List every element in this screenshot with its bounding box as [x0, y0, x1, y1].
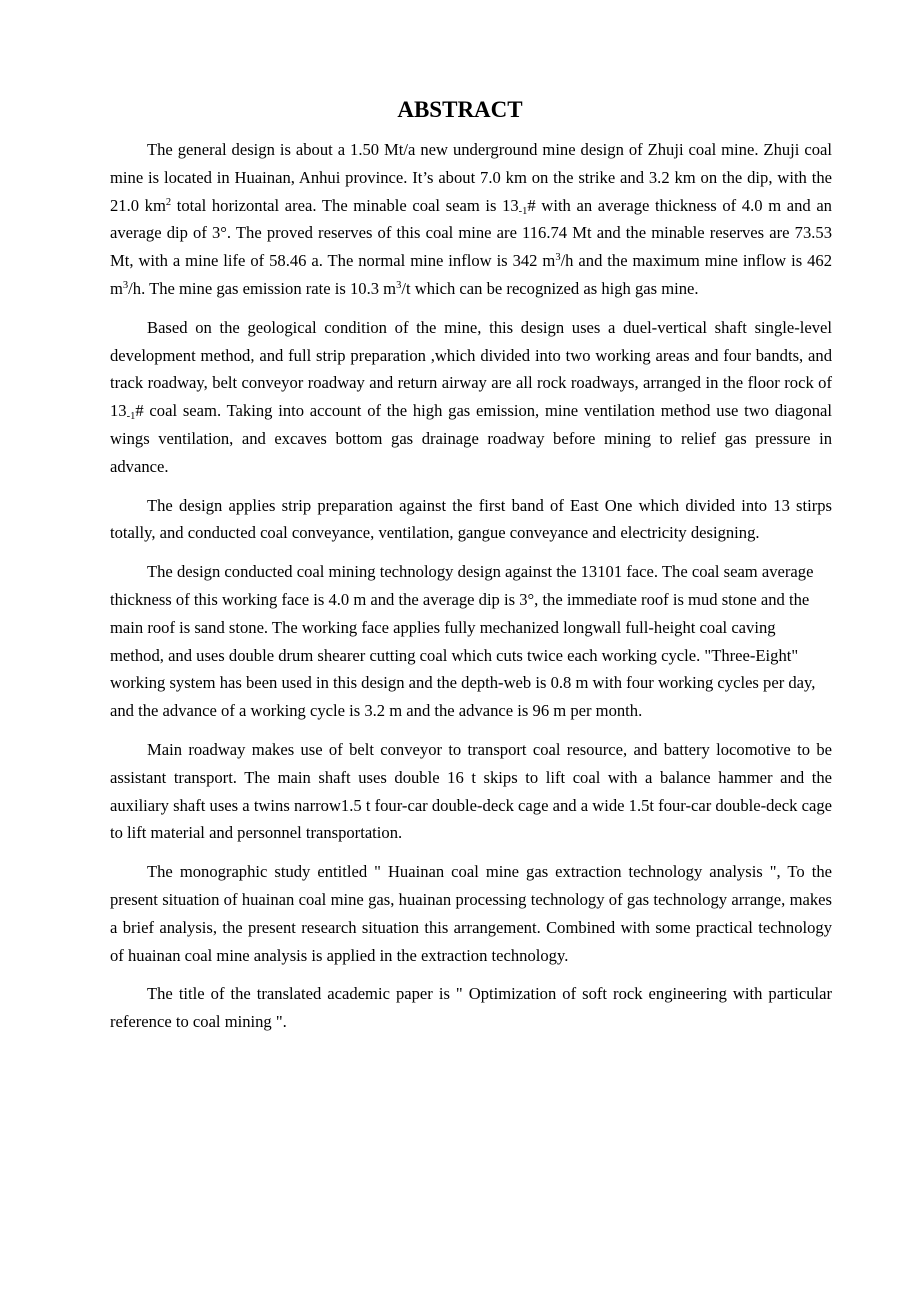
subscript: -1 [518, 205, 528, 217]
text-run: Based on the geological condition of the mine, this design uses a duel-vertical shaft single-level development method, and full strip preparation ,which divided into two working areas and four bandts, and track roadway, belt conveyor roadway and return airway are all rock roadways, arranged in the floor rock of 13 [110, 317, 832, 421]
text-run: /h. The mine gas emission rate is 10.3 m [128, 278, 397, 298]
text-run: # coal seam. Taking into account of the high gas emission, mine ventilation method use two diagonal wings ventilation, and excaves bottom gas drainage roadway before mining to relief gas pressure in advance. [110, 401, 832, 476]
superscript: 3 [555, 252, 561, 264]
text-run: /t which can be recognized as high gas mine. [401, 278, 699, 298]
text-run: /h and the maximum mine inflow is 462 m [110, 251, 832, 298]
paragraph-4: The design conducted coal mining technology design against the 13101 face. The coal seam average thickness of this working face is 4.0 m and the average dip is 3°, the immediate roof is mud stone and the main roof is sand stone. The working face applies fully mechanized longwall full-height coal caving method, and uses double drum shearer cutting coal which cuts twice each working cycle. "Three-Eight" working system has been used in this design and the depth-web is 0.8 m with four working cycles per day, and the advance of a working cycle is 3.2 m and the advance is 96 m per month. [110, 562, 816, 721]
paragraph-2 [110, 314, 832, 481]
paragraph-3: The design applies strip preparation against the first band of East One which divided into 13 stirps totally, and conducted coal conveyance, ventilation, gangue conveyance and electricity designing. [110, 495, 832, 543]
text-run: # with an average thickness of 4.0 m and an average dip of 3°. The proved reserves of this coal mine are 116.74 Mt and the minable reserves are 73.53 Mt, with a mine life of 58.46 a. The normal mine inflow is 342 m [110, 195, 832, 271]
superscript: 2 [165, 196, 172, 208]
text-run: The general design is about a 1.50 Mt/a new underground mine design of Zhuji coal mine. Zhuji coal mine is located in Huainan, Anhui province. It’s about 7.0 km on the strike and 3.2 km on the dip, with the 21.0 km [110, 140, 832, 215]
subscript: -1 [126, 411, 136, 423]
paragraph-5: Main roadway makes use of belt conveyor to transport coal resource, and battery locomotive to be assistant transport. The main shaft uses double 16 t skips to lift coal with a balance hammer and the auxiliary shaft uses a twins narrow1.5 t four-car double-deck cage and a wide 1.5t four-car double-deck cage to lift material and personnel transportation. [110, 739, 832, 843]
superscript: 3 [396, 279, 402, 291]
paragraph-1 [110, 136, 832, 303]
paragraph-6: The monographic study entitled " Huainan coal mine gas extraction technology analysis ", To the present situation of huainan coal mine gas, huainan processing technology of gas technology arrange, makes a brief analysis, the present research situation this arrangement. Combined with some practical technology of huainan coal mine analysis is applied in the extraction technology. [110, 862, 832, 965]
text-run: total horizontal area. The minable coal seam is 13 [171, 195, 519, 215]
superscript: 3 [122, 279, 129, 291]
page-title: ABSTRACT [397, 97, 523, 122]
paragraph-7: The title of the translated academic paper is " Optimization of soft rock engineering with particular reference to coal mining ". [110, 984, 832, 1032]
abstract-body [110, 136, 832, 1047]
